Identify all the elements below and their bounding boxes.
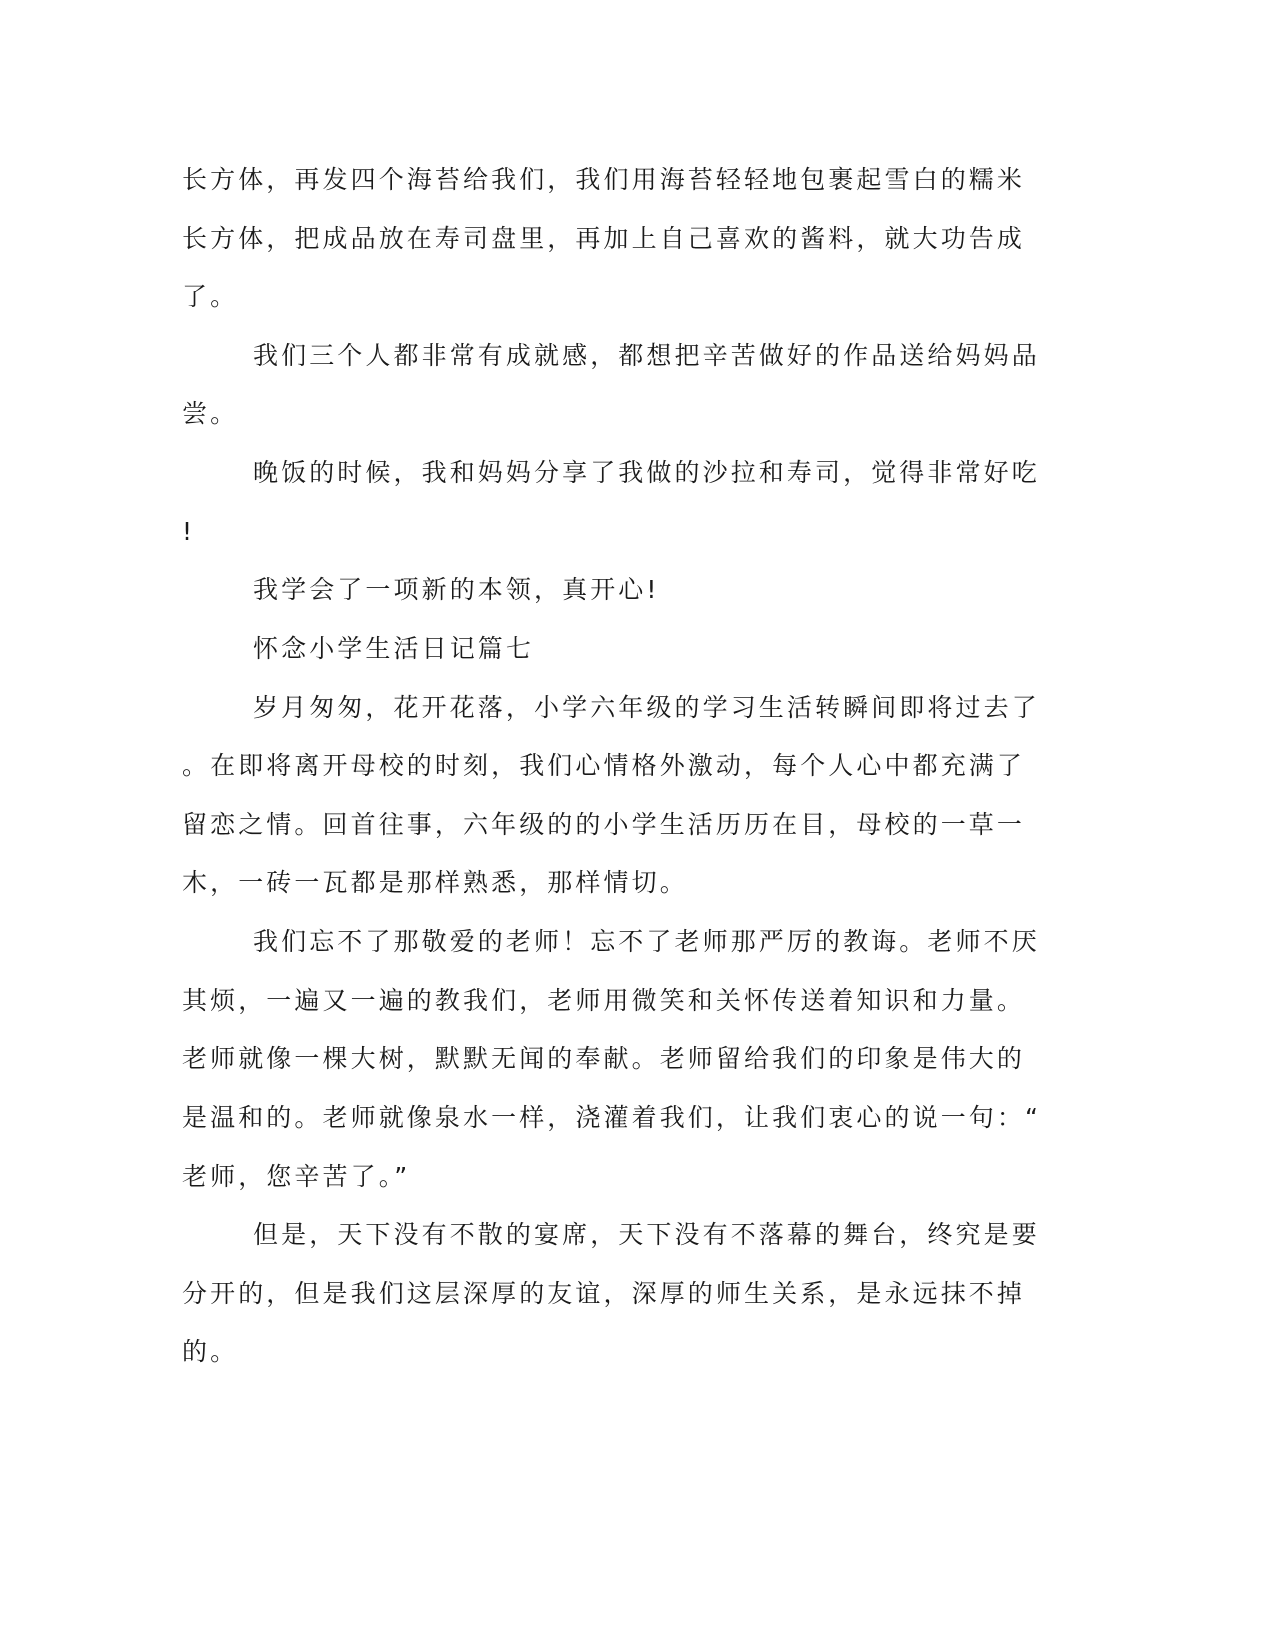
- text-line: 分开的，但是我们这层深厚的友谊，深厚的师生关系，是永远抹不掉: [182, 1279, 1026, 1308]
- text-line: 但是，天下没有不散的宴席，天下没有不落幕的舞台，终究是要: [253, 1220, 1040, 1249]
- text-line: 我们忘不了那敬爱的老师！忘不了老师那严厉的教诲。老师不厌: [253, 927, 1040, 956]
- text-line: 是温和的。老师就像泉水一样，浇灌着我们，让我们衷心的说一句：“: [182, 1103, 1042, 1132]
- text-line: 长方体，再发四个海苔给我们，我们用海苔轻轻地包裹起雪白的糯米: [182, 165, 1026, 194]
- text-line: 。在即将离开母校的时刻，我们心情格外激动，每个人心中都充满了: [182, 751, 1026, 780]
- text-line: 了。: [182, 282, 239, 311]
- text-line: 晚饭的时候，我和妈妈分享了我做的沙拉和寿司，觉得非常好吃: [253, 458, 1040, 487]
- text-line: 老师就像一棵大树，默默无闻的奉献。老师留给我们的印象是伟大的: [182, 1044, 1026, 1073]
- text-line: 老师，您辛苦了。”: [182, 1162, 411, 1191]
- text-line: 尝。: [182, 399, 239, 428]
- text-line: 木，一砖一瓦都是那样熟悉，那样情切。: [182, 868, 688, 897]
- text-line: 岁月匆匆，花开花落，小学六年级的学习生活转瞬间即将过去了: [253, 693, 1040, 722]
- text-line: 我学会了一项新的本领，真开心!: [253, 575, 660, 604]
- text-line: 长方体，把成品放在寿司盘里，再加上自己喜欢的酱料，就大功告成: [182, 224, 1026, 253]
- text-line: 的。: [182, 1337, 239, 1366]
- text-line: 其烦，一遍又一遍的教我们，老师用微笑和关怀传送着知识和力量。: [182, 986, 1026, 1015]
- text-line: 我们三个人都非常有成就感，都想把辛苦做好的作品送给妈妈品: [253, 341, 1040, 370]
- section-heading: 怀念小学生活日记篇七: [253, 634, 535, 663]
- text-line: !: [182, 517, 196, 546]
- text-line: 留恋之情。回首往事，六年级的的小学生活历历在目，母校的一草一: [182, 810, 1026, 839]
